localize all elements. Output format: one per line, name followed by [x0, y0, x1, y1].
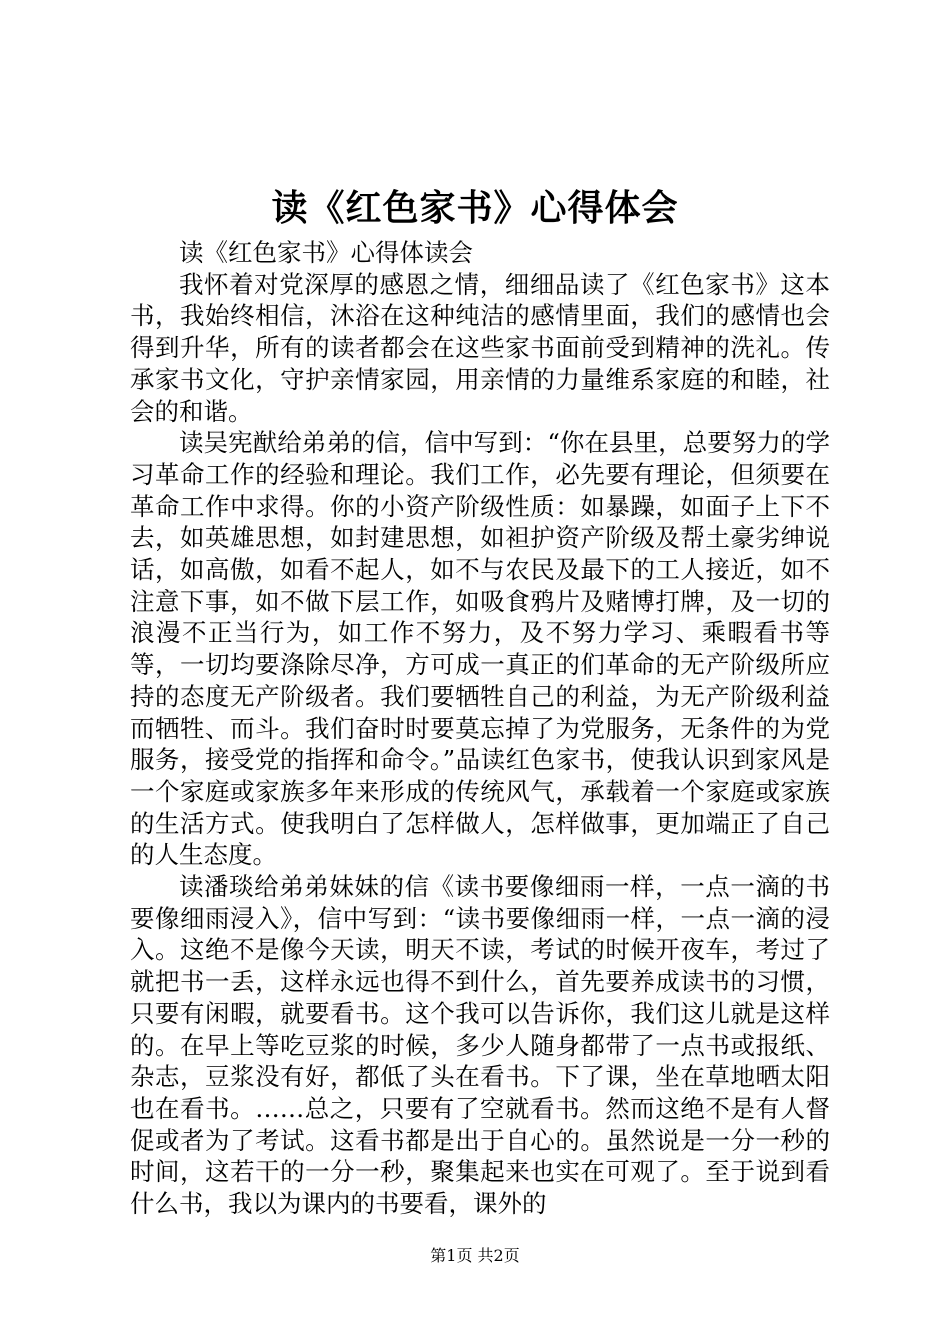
- page-number-footer: 第1页 共2页: [430, 1246, 520, 1265]
- paragraph-pan-letter: 读潘琰给弟弟妹妹的信《读书要像细雨一样，一点一滴的书要像细雨浸入》，信中写到：“读书要像细雨一样，一点一滴的浸入。这绝不是像今天读，明天不读，考试的时候开夜车，考过了就把书一丢，这样永远也得不到什么，首先要养成读书的习惯，只要有闲暇，就要看书。这个我可以告诉你，我们这儿就是这样的。在早上等吃豆浆的时候，多少人随身都带了一点书或报纸、杂志，豆浆没有好，都低了头在看书。下了课，坐在草地晒太阳也在看书。……总之，只要有了空就看书。然而这绝不是有人督促或者为了考试。这看书都是出于自心的。虽然说是一分一秒的时间，这若干的一分一秒，聚集起来也实在可观了。至于说到看什么书，我以为课内的书要看，课外的: [130, 872, 830, 1219]
- document-title: 读《红色家书》心得体会: [271, 187, 679, 229]
- paragraph-wu-letter: 读吴宪猷给弟弟的信，信中写到：“你在县里，总要努力的学习革命工作的经验和理论。我们工作，必先要有理论，但须要在革命工作中求得。你的小资产阶级性质：如暴躁，如面子上下不去，如英雄思想，如封建思想，如袒护资产阶级及帮土豪劣绅说话，如高傲，如看不起人，如不与农民及最下的工人接近，如不注意下事，如不做下层工作，如吸食鸦片及赌博打牌，及一切的浪漫不正当行为，如工作不努力，及不努力学习、乘暇看书等等，一切均要涤除尽净，方可成一真正的们革命的无产阶级所应持的态度无产阶级者。我们要牺牲自己的利益，为无产阶级利益而牺牲、而斗。我们奋时时要莫忘掉了为党服务，无条件的为党服务，接受党的指挥和命令。”品读红色家书，使我认识到家风是一个家庭或家族多年来形成的传统风气，承载着一个家庭或家族的生活方式。使我明白了怎样做人，怎样做事，更加端正了自己的人生态度。: [130, 428, 830, 870]
- paragraph-intro: 我怀着对党深厚的感恩之情，细细品读了《红色家书》这本书，我始终相信，沐浴在这种纯洁的感情里面，我们的感情也会得到升华，所有的读者都会在这些家书面前受到精神的洗礼。传承家书文化，守护亲情家园，用亲情的力量维系家庭的和睦，社会的和谐。: [130, 269, 830, 426]
- document-body: [130, 237, 830, 1220]
- paragraph-subtitle: 读《红色家书》心得体读会: [179, 238, 473, 267]
